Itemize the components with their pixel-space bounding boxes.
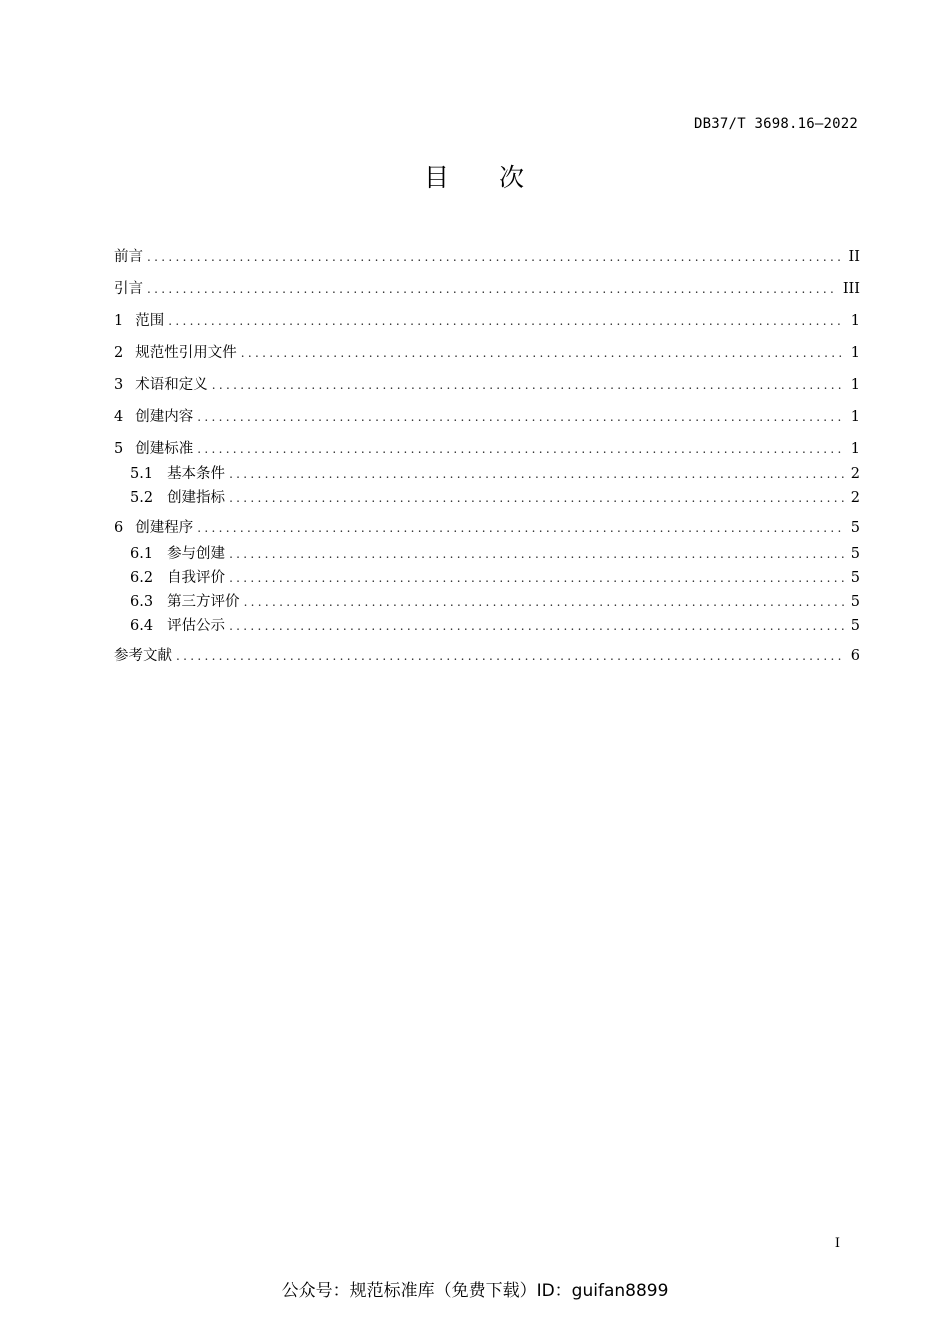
toc-leader-dots bbox=[212, 375, 844, 395]
toc-section-number: 2 bbox=[114, 345, 124, 361]
toc-entry-third-party-evaluation[interactable] bbox=[130, 592, 860, 612]
toc-section-number: 1 bbox=[114, 313, 124, 329]
toc-leader-dots bbox=[229, 488, 844, 508]
toc-label: 创建指标 bbox=[167, 490, 226, 506]
toc-entry-creation-content[interactable] bbox=[114, 407, 860, 427]
toc-label: 基本条件 bbox=[167, 466, 226, 482]
toc-label: 范围 bbox=[135, 313, 165, 329]
footer-watermark: 公众号：规范标准库（免费下载）ID：guifan8899 bbox=[281, 1281, 669, 1301]
toc-leader-dots bbox=[229, 464, 844, 484]
toc-label: 规范性引用文件 bbox=[135, 345, 237, 361]
toc-page-number: 1 bbox=[850, 377, 860, 393]
toc-section-number: 5 bbox=[114, 441, 124, 457]
toc-page-number: 2 bbox=[850, 466, 860, 482]
toc-section-number: 6.1 bbox=[130, 546, 154, 562]
toc-section-number: 5.2 bbox=[130, 490, 154, 506]
toc-leader-dots bbox=[197, 518, 844, 538]
toc-entry-participation[interactable] bbox=[130, 544, 860, 564]
toc-entry-creation-indicators[interactable] bbox=[130, 488, 860, 508]
toc-page-number: 5 bbox=[850, 546, 860, 562]
toc-page-number: 2 bbox=[850, 490, 860, 506]
toc-label: 创建标准 bbox=[135, 441, 194, 457]
toc-label: 创建内容 bbox=[135, 409, 194, 425]
toc-page-number: 1 bbox=[850, 441, 860, 457]
toc-page-number: 1 bbox=[850, 313, 860, 329]
toc-leader-dots bbox=[147, 279, 837, 299]
title-char-1: 目 bbox=[423, 163, 451, 192]
toc-page-number: III bbox=[842, 281, 860, 297]
toc-label: 参考文献 bbox=[114, 648, 172, 664]
toc-entry-self-evaluation[interactable] bbox=[130, 568, 860, 588]
toc-entry-terms-definitions[interactable] bbox=[114, 375, 860, 395]
toc-section-number: 5.1 bbox=[130, 466, 154, 482]
toc-entry-foreword[interactable] bbox=[114, 247, 860, 267]
toc-page-number: 1 bbox=[850, 409, 860, 425]
toc-page-number: 5 bbox=[850, 594, 860, 610]
toc-section-number: 6 bbox=[114, 520, 124, 536]
toc-leader-dots bbox=[229, 568, 844, 588]
toc-leader-dots bbox=[168, 311, 844, 331]
toc-page-number: II bbox=[848, 249, 860, 265]
toc-leader-dots bbox=[197, 407, 844, 427]
title-char-2: 次 bbox=[499, 163, 527, 192]
toc-page-number: 5 bbox=[850, 570, 860, 586]
toc-entry-normative-references[interactable] bbox=[114, 343, 860, 363]
toc-section-number: 3 bbox=[114, 377, 124, 393]
toc-entry-bibliography[interactable] bbox=[114, 646, 860, 666]
toc-page-number: 1 bbox=[850, 345, 860, 361]
toc-entry-introduction[interactable] bbox=[114, 279, 860, 299]
toc-leader-dots bbox=[147, 247, 843, 267]
toc-label: 自我评价 bbox=[167, 570, 226, 586]
toc-label: 创建程序 bbox=[135, 520, 194, 536]
toc-entry-creation-procedure[interactable] bbox=[114, 518, 860, 538]
toc-label: 前言 bbox=[114, 249, 143, 265]
page-folio: I bbox=[834, 1236, 840, 1251]
toc-section-number: 4 bbox=[114, 409, 124, 425]
toc-page-number: 5 bbox=[850, 618, 860, 634]
toc-entry-scope[interactable] bbox=[114, 311, 860, 331]
toc-page-number: 6 bbox=[850, 648, 860, 664]
toc-leader-dots bbox=[176, 646, 844, 666]
toc-label: 参与创建 bbox=[167, 546, 226, 562]
toc-entry-creation-standards[interactable] bbox=[114, 439, 860, 459]
toc-label: 术语和定义 bbox=[135, 377, 208, 393]
toc-entry-basic-conditions[interactable] bbox=[130, 464, 860, 484]
toc-leader-dots bbox=[229, 616, 844, 636]
toc-leader-dots bbox=[241, 343, 844, 363]
toc-page-number: 5 bbox=[850, 520, 860, 536]
toc-leader-dots bbox=[229, 544, 844, 564]
toc-leader-dots bbox=[244, 592, 844, 612]
toc-label: 第三方评价 bbox=[167, 594, 240, 610]
toc-label: 评估公示 bbox=[167, 618, 226, 634]
toc-label: 引言 bbox=[114, 281, 143, 297]
toc-section-number: 6.4 bbox=[130, 618, 154, 634]
toc-section-number: 6.2 bbox=[130, 570, 154, 586]
toc-leader-dots bbox=[197, 439, 844, 459]
page-title bbox=[0, 158, 950, 194]
toc-entry-assessment-publicity[interactable] bbox=[130, 616, 860, 636]
toc-section-number: 6.3 bbox=[130, 594, 154, 610]
document-code: DB37/T 3698.16—2022 bbox=[694, 116, 858, 132]
